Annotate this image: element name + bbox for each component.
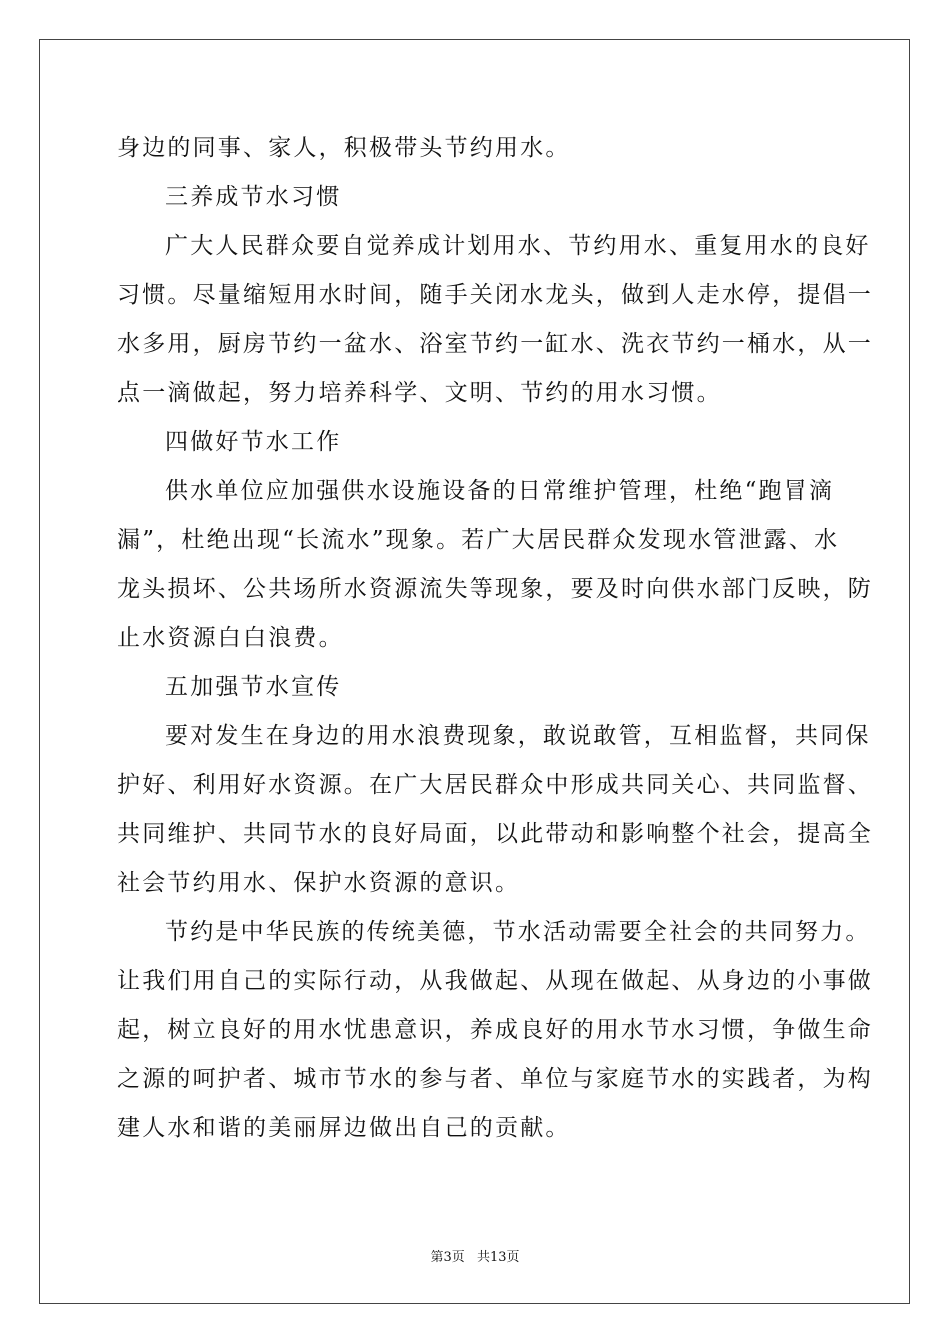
paragraph-line: 供水单位应加强供水设施设备的日常维护管理，杜绝“跑冒滴 <box>165 478 835 504</box>
paragraph-line: 建人水和谐的美丽屏边做出自己的贡献。 <box>117 1115 571 1141</box>
paragraph-line: 习惯。尽量缩短用水时间，随手关闭水龙头，做到人走水停，提倡一 <box>117 282 873 308</box>
section-heading: 五加强节水宣传 <box>165 674 342 700</box>
paragraph-line: 点一滴做起，努力培养科学、文明、节约的用水习惯。 <box>117 380 722 406</box>
section-heading: 三养成节水习惯 <box>165 184 342 210</box>
paragraph-line: 之源的呵护者、城市节水的参与者、单位与家庭节水的实践者，为构 <box>117 1066 873 1092</box>
paragraph-line: 起，树立良好的用水忧患意识，养成良好的用水节水习惯，争做生命 <box>117 1017 873 1043</box>
paragraph-line: 社会节约用水、保护水资源的意识。 <box>117 870 521 896</box>
section-heading: 四做好节水工作 <box>165 429 342 455</box>
paragraph-line: 止水资源白白浪费。 <box>117 625 344 651</box>
paragraph-line: 节约是中华民族的传统美德，节水活动需要全社会的共同努力。 <box>165 919 871 945</box>
page-total: 共13页 <box>476 1250 520 1265</box>
paragraph-line: 护好、利用好水资源。在广大居民群众中形成共同关心、共同监督、 <box>117 772 873 798</box>
page-footer <box>0 1246 950 1265</box>
paragraph-line: 让我们用自己的实际行动，从我做起、从现在做起、从身边的小事做 <box>117 968 873 994</box>
page-number: 第3页 <box>430 1250 465 1265</box>
paragraph-line: 广大人民群众要自觉养成计划用水、节约用水、重复用水的良好 <box>165 233 871 259</box>
paragraph-line: 龙头损坏、公共场所水资源流失等现象，要及时向供水部门反映，防 <box>117 576 873 602</box>
paragraph-line: 要对发生在身边的用水浪费现象，敢说敢管，互相监督，共同保 <box>165 723 871 749</box>
paragraph-line: 身边的同事、家人，积极带头节约用水。 <box>117 135 571 161</box>
paragraph-line: 共同维护、共同节水的良好局面，以此带动和影响整个社会，提高全 <box>117 821 873 847</box>
paragraph-line: 水多用，厨房节约一盆水、浴室节约一缸水、洗衣节约一桶水，从一 <box>117 331 873 357</box>
paragraph-line: 漏”，杜绝出现“长流水”现象。若广大居民群众发现水管泄露、水 <box>117 527 840 553</box>
document-body <box>117 124 873 1153</box>
